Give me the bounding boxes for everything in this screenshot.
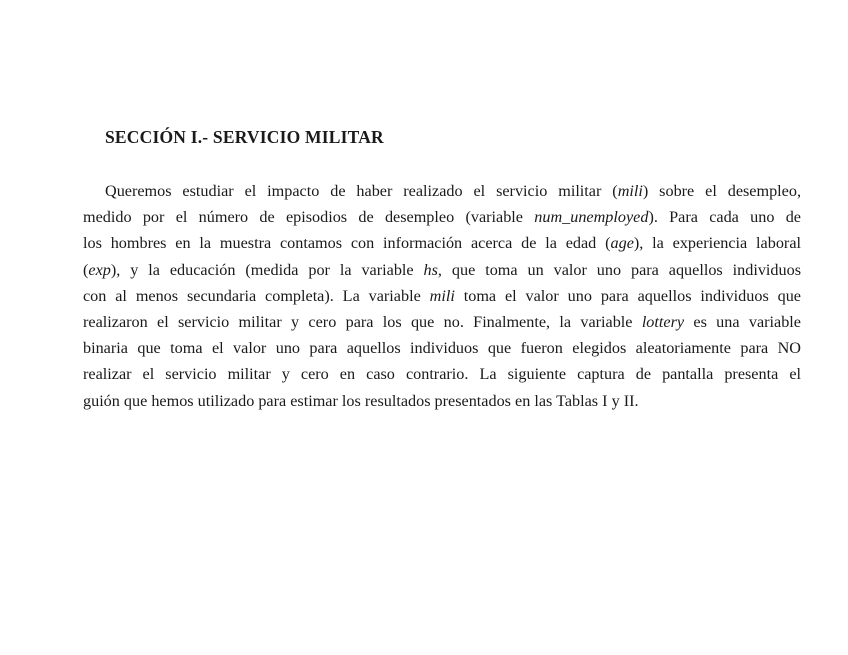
- text-run: medido por el número de episodios de desempleo (variable: [83, 208, 535, 227]
- variable-name: num_unemployed: [534, 208, 649, 227]
- text-run: ), y la educación (medida por la variable: [110, 260, 424, 279]
- variable-name: lottery: [641, 312, 685, 331]
- text-run: realizaron el servicio militar y cero para los que no. Finalmente, la variable: [83, 312, 642, 331]
- text-run: (: [83, 260, 89, 279]
- text-run: , que toma un valor uno para aquellos individuos: [437, 260, 801, 279]
- text-run: toma el valor uno para aquellos individuos que: [454, 286, 801, 305]
- text-run: realizar el servicio militar y cero en caso contrario. La siguiente captura de pantalla presenta el: [83, 365, 801, 384]
- variable-name: exp: [88, 260, 111, 279]
- paragraph-line: [83, 283, 801, 309]
- variable-name: hs: [423, 260, 438, 279]
- text-run: es una variable: [684, 312, 801, 331]
- paragraph-line: [83, 335, 801, 361]
- paragraph-line: [83, 178, 801, 204]
- variable-name: mili: [429, 286, 455, 305]
- text-run: binaria que toma el valor uno para aquellos individuos que fueron elegidos aleatoriamente para NO: [83, 339, 801, 358]
- paragraph-line: [83, 388, 801, 414]
- paragraph-line: [83, 204, 801, 230]
- text-run: ). Para cada uno de: [648, 208, 801, 227]
- variable-name: mili: [617, 182, 643, 200]
- variable-name: age: [610, 234, 634, 253]
- text-run: con al menos secundaria completa). La variable: [83, 286, 430, 305]
- section-title: SECCIÓN I.- SERVICIO MILITAR: [105, 127, 384, 147]
- text-run: ) sobre el desempleo,: [642, 182, 802, 200]
- paragraph-line: [83, 257, 801, 283]
- text-run: los hombres en la muestra contamos con información acerca de la edad (: [83, 234, 611, 253]
- paragraph-line: [83, 230, 801, 256]
- text-run: ), la experiencia laboral: [633, 234, 802, 253]
- text-run: Queremos estudiar el impacto de haber realizado el servicio militar (: [105, 182, 618, 200]
- paragraph-line: [83, 361, 801, 387]
- body-paragraph: [83, 178, 801, 414]
- text-run: guión que hemos utilizado para estimar los resultados presentados en las Tablas I y II.: [83, 391, 639, 410]
- paragraph-line: [83, 309, 801, 335]
